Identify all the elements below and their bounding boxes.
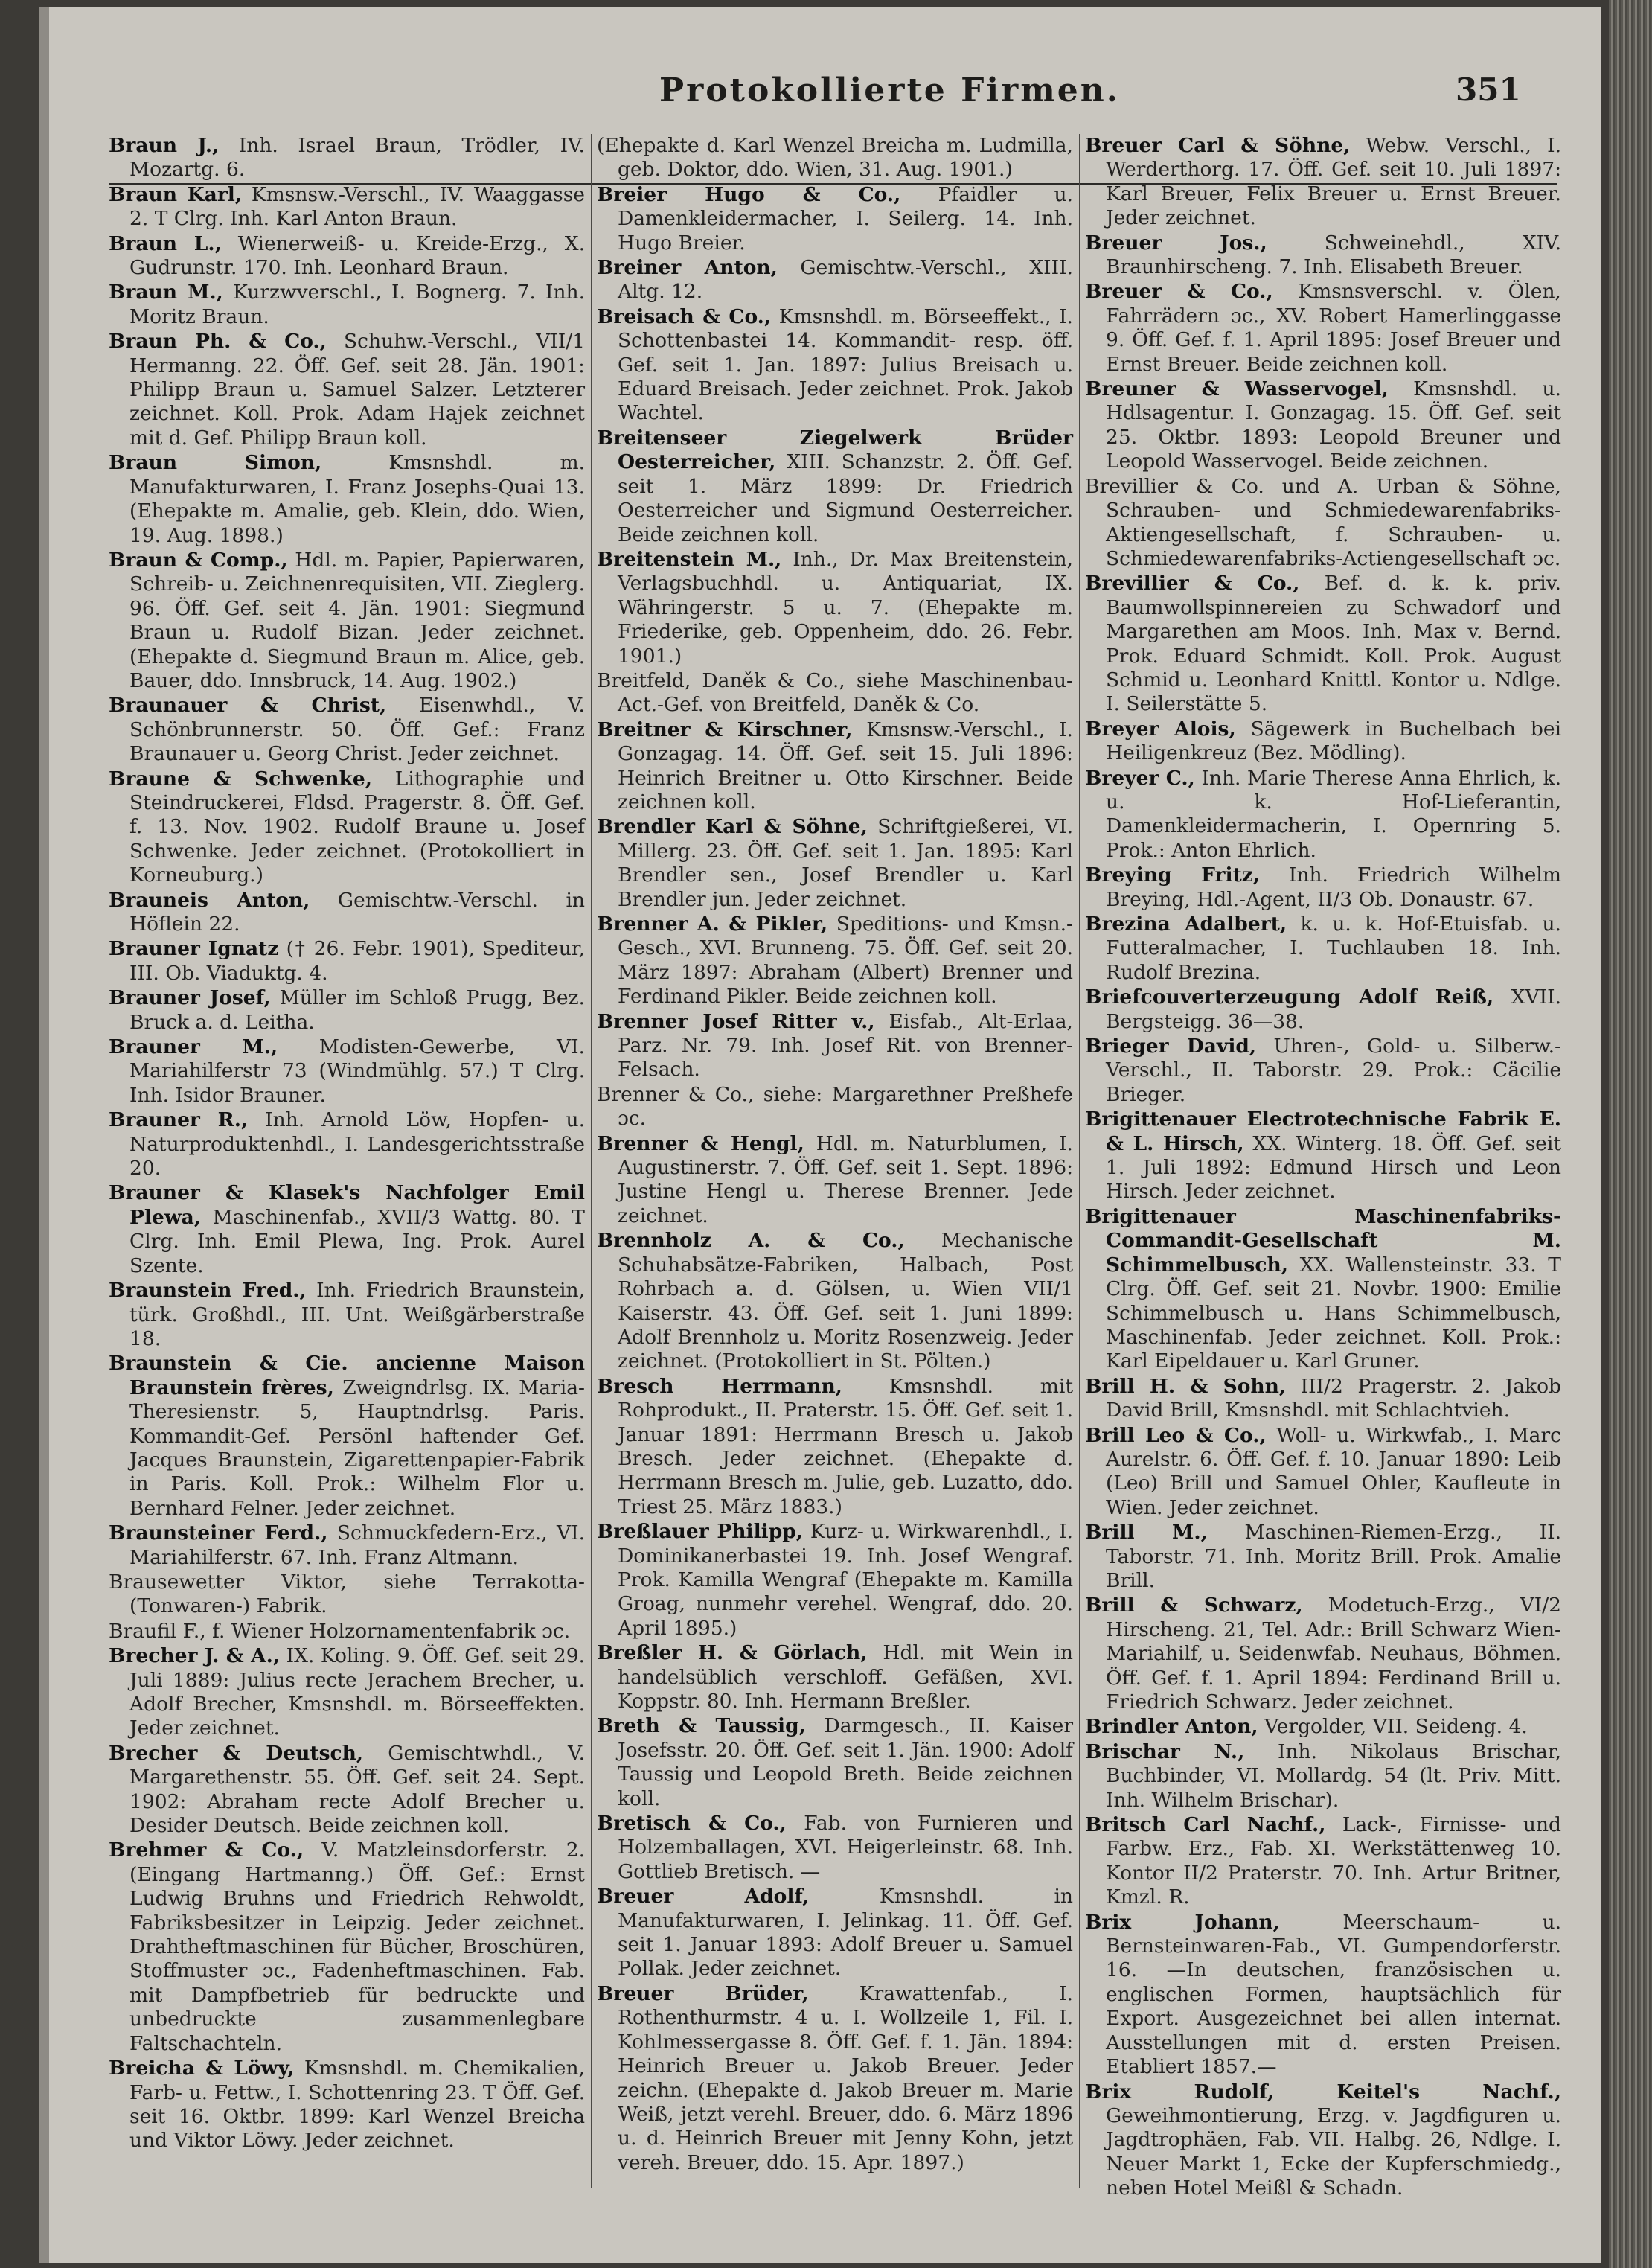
directory-entry xyxy=(1085,1911,1561,2080)
entry-text: Inh. Friedrich Braunstein, türk. Großhdl., III. Unt. Weißgärberstraße 18. xyxy=(129,1279,585,1350)
firm-name: Brenner & Hengl, xyxy=(597,1131,804,1155)
directory-entry xyxy=(109,889,585,937)
firm-name: Brischar N., xyxy=(1085,1740,1245,1763)
firm-name: Brix Johann, xyxy=(1085,1910,1280,1934)
directory-entry xyxy=(109,1571,585,1619)
firm-name: Brenner A. & Pikler, xyxy=(597,913,828,936)
directory-entry xyxy=(597,1132,1073,1229)
directory-entry xyxy=(1085,1715,1561,1739)
entry-text: Speditions- und Kmsn.-Gesch., XVI. Brunneng. 75. Öff. Gef. seit 20. März 1897: Abraham (Albert) Brenner und Ferdinand Pikler. Beide zeichnen koll. xyxy=(618,913,1073,1009)
directory-entry xyxy=(597,1812,1073,1884)
directory-entry xyxy=(109,767,585,888)
firm-name: Brehmer & Co., xyxy=(109,1839,304,1862)
firm-name: Braun Karl, xyxy=(109,182,243,206)
firm-name: Breisach & Co., xyxy=(597,304,772,328)
firm-name: Brix Rudolf, Keitel's Nachf., xyxy=(1085,2080,1561,2104)
directory-entry xyxy=(1085,231,1561,280)
directory-entry xyxy=(1085,913,1561,985)
entry-text: Müller im Schloß Prugg, Bez. Bruck a. d. Leitha. xyxy=(129,986,585,1034)
entry-text: IX. Koling. 9. Öff. Gef. seit 29. Juli 1889: Julius recte Jerachem Brecher, u. Adolf Brecher, Kmsnshdl. m. Börseeffekten. Jeder zeichnet. xyxy=(129,1644,585,1740)
page-edge xyxy=(1609,0,1652,2268)
directory-entry xyxy=(109,281,585,329)
page-title: Protokollierte Firmen. xyxy=(659,71,1121,109)
entry-text: Maschinenfab., XVII/3 Wattg. 80. T Clrg. Inh. Emil Plewa, Ing. Prok. Aurel Szente. xyxy=(129,1205,585,1277)
entry-text: Fab. von Furnieren und Holzemballagen, XVI. Heigerleinstr. 68. Inh. Gottlieb Bretisch. — xyxy=(618,1812,1073,1883)
directory-entry xyxy=(1085,767,1561,863)
directory-entry xyxy=(1085,1424,1561,1521)
entry-text: XVII. Bergsteigg. 36—38. xyxy=(1106,986,1561,1033)
directory-entry xyxy=(1085,1740,1561,1812)
entry-text: Kmsnshdl. u. Hdlsagentur. I. Gonzagag. 15. Öff. Gef. seit 25. Oktbr. 1893: Leopold Breuner und Leopold Wasservogel. Beide zeichnen. xyxy=(1106,377,1561,473)
directory-entry xyxy=(109,937,585,986)
entry-text: Gemischtw.-Verschl., XIII. Altg. 12. xyxy=(618,256,1073,304)
entry-text: Hdl. m. Papier, Papierwaren, Schreib- u. Zeichnenrequisiten, VII. Zieglerg. 96. Öff. Gef. seit 4. Jän. 1901: Siegmund Braun u. Rudolf Bizan. Jeder zeichnet. (Ehepakte d. Siegmund Braun m. Alice, geb. Bauer, ddo. Innsbruck, 14. Aug. 1902.) xyxy=(129,548,585,692)
directory-entry xyxy=(1085,1205,1561,1374)
firm-name: Brecher & Deutsch, xyxy=(109,1741,364,1765)
directory-entry xyxy=(597,1982,1073,2175)
firm-name: Brecher J. & A., xyxy=(109,1644,281,1668)
entry-text: Hdl. mit Wein in handelsüblich verschloff. Gefäßen, XVI. Koppstr. 80. Inh. Hermann Breßler. xyxy=(618,1641,1073,1713)
directory-entry xyxy=(109,1742,585,1839)
directory-entry xyxy=(109,330,585,450)
firm-name: Bretisch & Co., xyxy=(597,1812,787,1836)
entry-text: Kmsnsw.-Verschl., I. Gonzagag. 14. Öff. Gef. seit 15. Juli 1896: Heinrich Breitner u. Otto Kirschner. Beide zeichnen koll. xyxy=(618,718,1073,814)
entry-text: Sägewerk in Buchelbach bei Heiligenkreuz (Bez. Mödling). xyxy=(1106,717,1561,765)
directory-entry xyxy=(597,718,1073,815)
entry-text: Eisenwhdl., V. Schönbrunnerstr. 50. Öff. Gef.: Franz Braunauer u. Georg Christ. Jeder zeichnet. xyxy=(129,694,585,766)
firm-name: Breuer Brüder, xyxy=(597,1981,809,2005)
directory-entry xyxy=(109,1108,585,1181)
directory-entry xyxy=(597,1885,1073,1981)
directory-entry xyxy=(597,913,1073,1009)
directory-entry xyxy=(597,548,1073,668)
directory-entry xyxy=(597,669,1073,718)
directory-entry xyxy=(109,134,585,182)
directory-entry xyxy=(597,1520,1073,1641)
firm-name: Britsch Carl Nachf., xyxy=(1085,1813,1326,1837)
firm-name: Brill H. & Sohn, xyxy=(1085,1374,1287,1398)
entry-text: Kmsnshdl. m. Manufakturwaren, I. Franz Josephs-Quai 13. (Ehepakte m. Amalie, geb. Klein, ddo. Wien, 19. Aug. 1898.) xyxy=(129,451,585,547)
directory-entry xyxy=(1085,986,1561,1034)
firm-name: Brieger David, xyxy=(1085,1035,1257,1058)
entry-text: Lithographie und Steindruckerei, Fldsd. Pragerstr. 8. Öff. Gef. f. 13. Nov. 1902. Rudolf Braune u. Josef Schwenke. Jeder zeichnet. (Protokolliert in Korneuburg.) xyxy=(129,767,585,887)
firm-name: Brauner Josef, xyxy=(109,986,271,1010)
entry-text: III/2 Pragerstr. 2. Jakob David Brill, Kmsnshdl. mit Schlachtvieh. xyxy=(1106,1374,1562,1422)
directory-entry xyxy=(597,256,1073,304)
directory-entry xyxy=(1085,718,1561,766)
entry-text: Brenner & Co., siehe: Margarethner Preßhefe ɔc. xyxy=(597,1082,1073,1131)
firm-name: Breicha & Löwy, xyxy=(109,2057,295,2080)
entry-text: Breitfeld, Daněk & Co., siehe Maschinenbau-Act.-Gef. von Breitfeld, Daněk & Co. xyxy=(597,668,1073,717)
entry-text: Kmsnshdl. m. Chemikalien, Farb- u. Fettw., I. Schottenring 23. T Öff. Gef. seit 16. Oktbr. 1899: Karl Wenzel Breicha und Viktor Löwy. Jeder zeichnet. xyxy=(129,2057,585,2153)
entry-text: Kurz- u. Wirkwarenhdl., I. Dominikanerbastei 19. Inh. Josef Wengraf. Prok. Kamilla Wengraf (Ehepakte m. Kamilla Groag, nunmehr verehel. Wengraf, ddo. 20. April 1895.) xyxy=(618,1520,1073,1640)
firm-name: Brauner Ignatz xyxy=(109,937,279,961)
entry-text: Kmsnsw.-Verschl., IV. Waaggasse 2. T Clrg. Inh. Karl Anton Braun. xyxy=(129,182,585,231)
directory-entry xyxy=(597,1375,1073,1519)
firm-name: Breying Fritz, xyxy=(1085,863,1261,887)
directory-page xyxy=(39,7,1601,2263)
firm-name: Brauneis Anton, xyxy=(109,888,310,912)
entry-text: Pfaidler u. Damenkleidermacher, I. Seilerg. 14. Inh. Hugo Breier. xyxy=(618,182,1073,255)
firm-name: Breßlauer Philipp, xyxy=(597,1520,804,1544)
firm-name: Brauner M., xyxy=(109,1035,278,1059)
entry-text: Wienerweiß- u. Kreide-Erzg., X. Gudrunstr. 170. Inh. Leonhard Braun. xyxy=(129,231,586,280)
column-divider xyxy=(591,134,592,2188)
firm-name: Braun L., xyxy=(109,231,222,255)
firm-name: Breuer Carl & Söhne, xyxy=(1085,134,1351,157)
firm-name: Breuer Jos., xyxy=(1085,231,1267,255)
directory-entry xyxy=(109,1521,585,1570)
column-2 xyxy=(597,134,1073,2176)
entry-text: Lack-, Firnisse- und Farbw. Erz., Fab. XI. Werkstättenweg 10. Kontor II/2 Praterstr. 70. Inh. Artur Britner, Kmzl. R. xyxy=(1106,1813,1561,1909)
firm-name: Braunsteiner Ferd., xyxy=(109,1521,328,1545)
firm-name: Breßler H. & Görlach, xyxy=(597,1641,868,1665)
entry-text: Webw. Verschl., I. Werderthorg. 17. Öff. Gef. seit 10. Juli 1897: Karl Breuer, Felix Breuer u. Ernst Breuer. Jeder zeichnet. xyxy=(1106,134,1561,230)
firm-name: Breitner & Kirschner, xyxy=(597,718,853,741)
firm-name: Braun M., xyxy=(109,281,223,304)
firm-name: Breuer Adolf, xyxy=(597,1885,810,1908)
directory-entry xyxy=(1085,1521,1561,1593)
page-header xyxy=(49,71,1601,124)
entry-text: Inh. Arnold Löw, Hopfen- u. Naturproduktenhdl., I. Landesgerichtsstraße 20. xyxy=(129,1108,585,1181)
directory-entry xyxy=(1085,377,1561,474)
directory-entry xyxy=(109,549,585,693)
firm-name: Brendler Karl & Söhne, xyxy=(597,815,868,839)
firm-name: Braun & Comp., xyxy=(109,548,288,572)
directory-entry xyxy=(1085,1035,1561,1107)
entry-text: Mechanische Schuhabsätze-Fabriken, Halbach, Post Rohrbach a. d. Gölsen, u. Wien VII/1 Kaiserstr. 43. Öff. Gef. seit 1. Juni 1899: Adolf Brennholz u. Moritz Rosenzweig. Jeder zeichnet. (Protokolliert in St. Pölten.) xyxy=(618,1229,1073,1373)
entry-text: Schweinehdl., XIV. Braunhirscheng. 7. Inh. Elisabeth Breuer. xyxy=(1106,231,1561,279)
entry-text: XIII. Schanzstr. 2. Öff. Gef. seit 1. März 1899: Dr. Friedrich Oesterreicher und Sigmund Oesterreicher. Beide zeichnen koll. xyxy=(618,450,1073,546)
directory-entry xyxy=(597,427,1073,547)
directory-entry xyxy=(597,305,1073,426)
entry-text: Inh. Nikolaus Brischar, Buchbinder, VI. Mollardg. 54 (lt. Priv. Mitt. Inh. Wilhelm Brischar). xyxy=(1106,1740,1561,1812)
firm-name: Breuner & Wasservogel, xyxy=(1085,377,1389,401)
directory-entry xyxy=(1085,863,1561,912)
directory-entry xyxy=(1085,572,1561,716)
entry-text: Inh. Marie Therese Anna Ehrlich, k. u. k. Hof-Lieferantin, Damenkleidermacherin, I. Opernring 5. Prok.: Anton Ehrlich. xyxy=(1106,766,1561,862)
entry-text: XX. Winterg. 18. Öff. Gef. seit 1. Juli 1892: Edmund Hirsch und Leon Hirsch. Jeder zeichnet. xyxy=(1106,1131,1561,1204)
directory-entry xyxy=(109,1352,585,1521)
firm-name: Briefcouverterzeugung Adolf Reiß, xyxy=(1085,986,1494,1009)
firm-name: Brauner & Klasek's Nachfolger Emil Plewa, xyxy=(109,1181,585,1229)
directory-entry xyxy=(597,1641,1073,1713)
firm-name: Breiner Anton, xyxy=(597,256,778,280)
directory-entry xyxy=(109,1644,585,1741)
entry-text: Vergolder, VII. Seideng. 4. xyxy=(1264,1715,1528,1739)
column-1 xyxy=(109,134,585,2154)
entry-text: Krawattenfab., I. Rothenthurmstr. 4 u. I. Wollzeile 1, Fil. I. Kohlmessergasse 8. Öff. Gef. f. 1. Jän. 1894: Heinrich Breuer u. Jakob Breuer. Jeder zeichn. (Ehepakte d. Jakob Breuer m. Marie Weiß, jetzt verehl. Breuer, ddo. 6. März 1896 u. d. Heinrich Breuer mit Jenny Kohn, jetzt vereh. Breuer, ddo. 15. Apr. 1897.) xyxy=(618,1981,1074,2174)
entry-text: Gemischtwhdl., V. Margarethenstr. 55. Öff. Gef. seit 24. Sept. 1902: Abraham recte Adolf Brecher u. Desider Deutsch. Beide zeichnen koll. xyxy=(129,1741,585,1838)
firm-name: Brill Leo & Co., xyxy=(1085,1423,1267,1447)
directory-entry xyxy=(109,2057,585,2153)
entry-text: Bef. d. k. k. priv. Baumwollspinnereien zu Schwadorf und Margarethen am Moos. Inh. Max v. Bernd. Prok. Eduard Schmidt. Koll. Prok. August Schmid u. Leonhard Knittl. Kontor u. Ndlge. I. Seilerstätte 5. xyxy=(1106,572,1561,716)
directory-entry xyxy=(109,1279,585,1351)
entry-text: Inh., Dr. Max Breitenstein, Verlagsbuchhdl. u. Antiquariat, IX. Währingerstr. 5 u. 7. (Ehepakte m. Friederike, geb. Oppenheim, ddo. 26. Febr. 1901.) xyxy=(618,547,1073,668)
firm-name: Brigittenauer Maschinenfabriks-Commandit-Gesellschaft M. Schimmelbusch, xyxy=(1085,1204,1561,1277)
entry-text: k. u. k. Hof-Etuisfab. u. Futteralmacher, I. Tuchlauben 18. Inh. Rudolf Brezina. xyxy=(1106,913,1561,984)
entry-text: Kurzwverschl., I. Bognerg. 7. Inh. Moritz Braun. xyxy=(129,281,585,328)
entry-text: V. Matzleinsdorferstr. 2. (Eingang Hartmanng.) Öff. Gef.: Ernst Ludwig Bruhns und Friedrich Rehwoldt, Fabriksbesitzer in Leipzig. Jeder zeichnet. Drahtheftmaschinen für Bücher, Broschüren, Stoffmuster ɔc., Fadenheftmaschinen. Fab. mit Dampfbetrieb für bedruckte und unbedruckte zusammenlegbare Faltschachteln. xyxy=(129,1839,585,2055)
directory-entry xyxy=(597,183,1073,255)
directory-entry xyxy=(597,1010,1073,1082)
directory-entry xyxy=(597,815,1073,912)
entry-text: Schmuckfedern-Erz., VI. Mariahilferstr. 67. Inh. Franz Altmann. xyxy=(129,1521,585,1569)
directory-entry xyxy=(597,134,1073,182)
directory-entry xyxy=(1085,1594,1561,1714)
directory-entry xyxy=(597,1229,1073,1373)
firm-name: Bresch Herrmann, xyxy=(597,1374,842,1398)
directory-entry xyxy=(109,183,585,231)
firm-name: Brenner Josef Ritter v., xyxy=(597,1009,875,1033)
firm-name: Brill M., xyxy=(1085,1521,1208,1545)
firm-name: Brevillier & Co., xyxy=(1085,572,1300,595)
column-divider xyxy=(1079,134,1080,2188)
entry-text: Inh. Israel Braun, Trödler, IV. Mozartg. 6. xyxy=(129,134,585,182)
firm-name: Breier Hugo & Co., xyxy=(597,182,901,206)
directory-entry xyxy=(1085,475,1561,572)
directory-entry xyxy=(1085,1375,1561,1423)
entry-text: Gemischtw.-Verschl. in Höflein 22. xyxy=(129,888,586,936)
directory-entry xyxy=(109,1839,585,2056)
entry-text: Darmgesch., II. Kaiser Josefsstr. 20. Öff. Gef. seit 1. Jän. 1900: Adolf Taussig und Leopold Breth. Beide zeichnen koll. xyxy=(618,1714,1073,1810)
entry-text: Maschinen-Riemen-Erzg., II. Taborstr. 71. Inh. Moritz Brill. Prok. Amalie Brill. xyxy=(1106,1521,1561,1592)
firm-name: Braunstein Fred., xyxy=(109,1279,307,1303)
firm-name: Breth & Taussig, xyxy=(597,1714,806,1738)
entry-text: Kmsnsverschl. v. Ölen, Fahrrädern ɔc., XV. Robert Hamerlinggasse 9. Öff. Gef. f. 1. April 1895: Josef Breuer und Ernst Breuer. Beide zeichnen koll. xyxy=(1106,280,1561,376)
firm-name: Braunstein & Cie. ancienne Maison Braunstein frères, xyxy=(109,1352,585,1399)
firm-name: Brennholz A. & Co., xyxy=(597,1229,905,1253)
entry-text: Modisten-Gewerbe, VI. Mariahilferstr 73 (Windmühlg. 57.) T Clrg. Inh. Isidor Brauner. xyxy=(129,1035,585,1107)
entry-text: Zweigndrlsg. IX. Maria-Theresienstr. 5, Hauptndrlsg. Paris. Kommandit-Gef. Persönl haftender Gef. Jacques Braunstein, Zigarettenpapier-Fabrik in Paris. Koll. Prok.: Wilhelm Flor u. Bernhard Felner. Jeder zeichnet. xyxy=(129,1376,585,1520)
entry-text: Hdl. m. Naturblumen, I. Augustinerstr. 7. Öff. Gef. seit 1. Sept. 1896: Justine Hengl u. Therese Brenner. Jede zeichnet. xyxy=(618,1131,1073,1227)
directory-entry xyxy=(597,1083,1073,1131)
firm-name: Breitenseer Ziegelwerk Brüder Oesterreicher, xyxy=(597,426,1073,474)
entry-text: Brevillier & Co. und A. Urban & Söhne, Schrauben- und Schmiedewarenfabriks-Aktiengesellschaft, f. Schrauben- u. Schmiedewarenfabriks-Actiengesellschaft ɔc. xyxy=(1085,474,1561,570)
directory-entry xyxy=(109,694,585,766)
directory-entry xyxy=(597,1714,1073,1811)
directory-entry xyxy=(109,986,585,1035)
entry-text: Kmsnshdl. mit Rohprodukt., II. Praterstr. 15. Öff. Gef. seit 1. Januar 1891: Herrmann Bresch u. Jakob Bresch. Jeder zeichnet. (Ehepakte d. Herrmann Bresch m. Julie, geb. Luzatto, ddo. Triest 25. März 1883.) xyxy=(618,1374,1073,1518)
entry-text: Schriftgießerei, VI. Millerg. 23. Öff. Gef. seit 1. Jan. 1895: Karl Brendler sen., Josef Brendler u. Karl Brendler jun. Jeder zeichnet. xyxy=(618,815,1073,911)
firm-name: Braun Ph. & Co., xyxy=(109,330,327,354)
directory-entry xyxy=(1085,2080,1561,2201)
entry-text: XX. Wallensteinstr. 33. T Clrg. Öff. Gef. seit 21. Novbr. 1900: Emilie Schimmelbusch u. Hans Schimmelbusch, Maschinenfab. Jeder zeichnet. Koll. Prok.: Karl Eipeldauer u. Karl Gruner. xyxy=(1106,1253,1561,1373)
entry-text: Braufil F., f. Wiener Holzornamentenfabrik ɔc. xyxy=(109,1619,571,1643)
entry-text: Meerschaum- u. Bernsteinwaren-Fab., VI. Gumpendorferstr. 16. —In deutschen, französischen u. englischen Formen, hauptsächlich für Export. Ausgezeichnet bei allen internat. Ausstellungen mit d. ersten Preisen. Etabliert 1857.— xyxy=(1106,1910,1561,2079)
entry-text: († 26. Febr. 1901), Spediteur, III. Ob. Viaduktg. 4. xyxy=(129,937,585,985)
directory-entry xyxy=(1085,134,1561,231)
firm-name: Breyer C., xyxy=(1085,766,1195,790)
entry-text: Eisfab., Alt-Erlaa, Parz. Nr. 79. Inh. Josef Rit. von Brenner-Felsach. xyxy=(618,1009,1073,1082)
firm-name: Brezina Adalbert, xyxy=(1085,913,1287,936)
entry-text: Modetuch-Erzg., VI/2 Hirscheng. 21, Tel. Adr.: Brill Schwarz Wien-Mariahilf, u. Seidenwfab. Neuhaus, Böhmen. Öff. Gef. f. 1. April 1894: Ferdinand Brill u. Friedrich Schwarz. Jeder zeichnet. xyxy=(1106,1594,1561,1713)
entry-text: Schuhw.-Verschl., VII/1 Hermanng. 22. Öff. Gef. seit 28. Jän. 1901: Philipp Braun u. Samuel Salzer. Letzterer zeichnet. Koll. Prok. Adam Hajek zeichnet mit d. Gef. Philipp Braun koll. xyxy=(129,330,585,450)
firm-name: Braun Simon, xyxy=(109,451,322,475)
firm-name: Brigittenauer Electrotechnische Fabrik E. & L. Hirsch, xyxy=(1085,1108,1561,1155)
firm-name: Braune & Schwenke, xyxy=(109,767,372,790)
entry-text: Kmsnshdl. m. Börseeffekt., I. Schottenbastei 14. Kommandit- resp. öff. Gef. seit 1. Jan. 1897: Julius Breisach u. Eduard Breisach. Jeder zeichnet. Prok. Jakob Wachtel. xyxy=(618,304,1073,425)
directory-entry xyxy=(109,1181,585,1278)
directory-entry xyxy=(109,1620,585,1643)
entry-text: Brausewetter Viktor, siehe Terrakotta- (Tonwaren-) Fabrik. xyxy=(109,1570,585,1618)
directory-entry xyxy=(1085,1108,1561,1204)
directory-entry xyxy=(1085,280,1561,377)
firm-name: Breyer Alois, xyxy=(1085,717,1236,741)
column-3 xyxy=(1085,134,1561,2202)
entry-text: Kmsnshdl. in Manufakturwaren, I. Jelinkag. 11. Öff. Gef. seit 1. Januar 1893: Adolf Breuer u. Samuel Pollak. Jeder zeichnet. xyxy=(618,1885,1073,1981)
firm-name: Braunauer & Christ, xyxy=(109,694,387,718)
entry-text: (Ehepakte d. Karl Wenzel Breicha m. Ludmilla, geb. Doktor, ddo. Wien, 31. Aug. 1901.) xyxy=(597,134,1073,182)
directory-entry xyxy=(109,451,585,548)
directory-entry xyxy=(109,1035,585,1108)
directory-entry xyxy=(109,232,585,281)
firm-name: Brindler Anton, xyxy=(1085,1715,1258,1739)
firm-name: Breuer & Co., xyxy=(1085,280,1273,304)
entry-text: Inh. Friedrich Wilhelm Breying, Hdl.-Agent, II/3 Ob. Donaustr. 67. xyxy=(1106,863,1561,911)
firm-name: Breitenstein M., xyxy=(597,547,782,571)
entry-text: Geweihmontierung, Erzg. v. Jagdfiguren u. Jagdtrophäen, Fab. VII. Halbg. 26, Ndlge. I. Neuer Markt 1, Ecke der Kupferschmiedg., neben Hotel Meißl & Schadn. xyxy=(1106,2104,1561,2200)
firm-name: Brauner R., xyxy=(109,1108,249,1132)
page-number: 351 xyxy=(1456,71,1521,108)
entry-text: Woll- u. Wirkwfab., I. Marc Aurelstr. 6. Öff. Gef. f. 10. Januar 1890: Leib (Leo) Brill und Samuel Ohler, Kaufleute in Wien. Jeder zeichnet. xyxy=(1106,1423,1561,1519)
firm-name: Brill & Schwarz, xyxy=(1085,1594,1303,1617)
entry-text: Uhren-, Gold- u. Silberw.-Verschl., II. Taborstr. 29. Prok.: Cäcilie Brieger. xyxy=(1106,1035,1561,1106)
firm-name: Braun J., xyxy=(109,134,220,157)
directory-entry xyxy=(1085,1813,1561,1910)
